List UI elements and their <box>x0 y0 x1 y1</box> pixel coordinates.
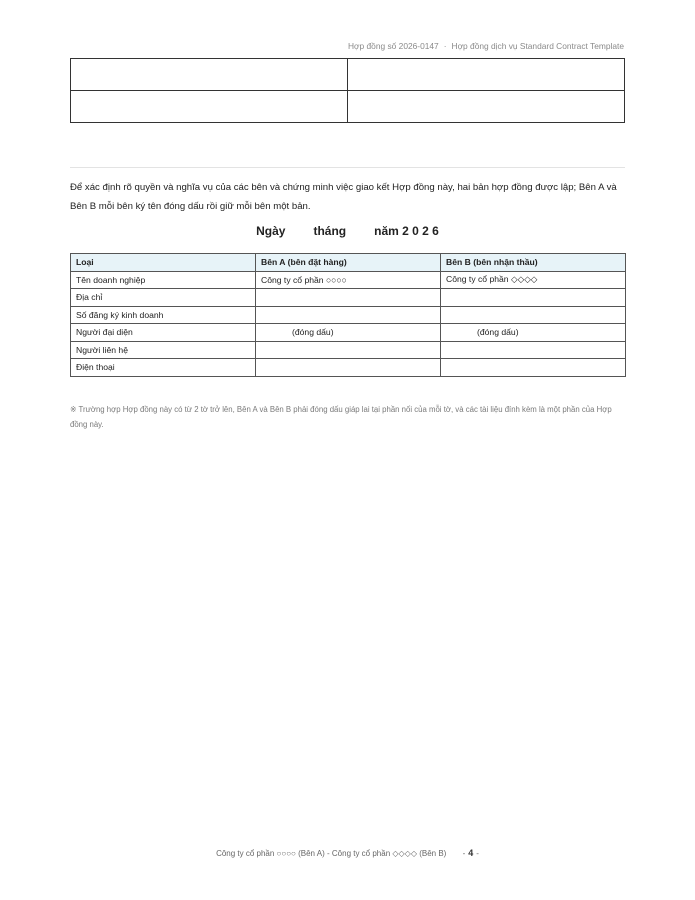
party-b-seal: (đóng dấu) <box>441 324 626 342</box>
date-day-label: Ngày <box>256 224 286 238</box>
table-row <box>71 59 625 91</box>
party-a-address <box>256 289 441 307</box>
row-label: Tên doanh nghiệp <box>71 271 256 289</box>
party-a-contact <box>256 341 441 359</box>
party-b-registration <box>441 306 626 324</box>
signing-date <box>0 224 695 238</box>
table-cell <box>71 59 348 91</box>
continued-table <box>70 58 625 123</box>
page-header <box>348 41 624 51</box>
page-footer <box>0 848 695 858</box>
page-suffix: - <box>476 849 479 858</box>
row-label: Điện thoại <box>71 359 256 377</box>
party-a-company: Công ty cổ phần ○○○○ <box>256 271 441 289</box>
party-a-registration <box>256 306 441 324</box>
table-header-row <box>71 254 626 272</box>
party-a-phone <box>256 359 441 377</box>
column-header-party-a: Bên A (bên đặt hàng) <box>256 254 441 272</box>
signature-table <box>70 253 626 377</box>
table-cell <box>71 91 348 123</box>
party-b-phone <box>441 359 626 377</box>
table-row <box>71 289 626 307</box>
table-row <box>71 324 626 342</box>
page-number: 4 <box>468 848 474 858</box>
row-label: Số đăng ký kinh doanh <box>71 306 256 324</box>
column-header-party-b: Bên B (bên nhận thầu) <box>441 254 626 272</box>
column-header-type: Loại <box>71 254 256 272</box>
party-b-company: Công ty cổ phần ◇◇◇◇ <box>441 271 626 289</box>
document-title: Hợp đồng dịch vụ Standard Contract Template <box>451 41 624 51</box>
party-b-contact <box>441 341 626 359</box>
table-row <box>71 91 625 123</box>
table-cell <box>348 91 625 123</box>
table-row <box>71 271 626 289</box>
section-divider <box>70 167 625 168</box>
party-a-seal: (đóng dấu) <box>256 324 441 342</box>
table-row <box>71 306 626 324</box>
table-row <box>71 359 626 377</box>
footer-parties: Công ty cổ phần ○○○○ (Bên A) - Công ty cổ phần ◇◇◇◇ (Bên B) <box>216 849 447 858</box>
table-cell <box>348 59 625 91</box>
row-label: Người liên hệ <box>71 341 256 359</box>
intro-paragraph: Để xác định rõ quyền và nghĩa vụ của các bên và chứng minh việc giao kết Hợp đồng này, hai bản hợp đồng được lập; Bên A và Bên B mỗi bên ký tên đóng dấu rồi giữ mỗi bên một bản. <box>70 182 617 212</box>
row-label: Người đại diện <box>71 324 256 342</box>
row-label: Địa chỉ <box>71 289 256 307</box>
header-separator: · <box>443 41 447 51</box>
footnote: ※ Trường hợp Hợp đồng này có từ 2 tờ trở lên, Bên A và Bên B phải đóng dấu giáp lai tại phần nối của mỗi tờ, và các tài liệu đính kèm là một phần của Hợp đồng này. <box>70 405 612 429</box>
table-row <box>71 341 626 359</box>
date-year-label: năm 2 0 2 6 <box>374 224 439 238</box>
contract-number: Hợp đồng số 2026-0147 <box>348 41 439 51</box>
date-month-label: tháng <box>313 224 347 238</box>
page-number-group <box>463 849 479 858</box>
party-b-address <box>441 289 626 307</box>
page-prefix: - <box>462 849 466 858</box>
